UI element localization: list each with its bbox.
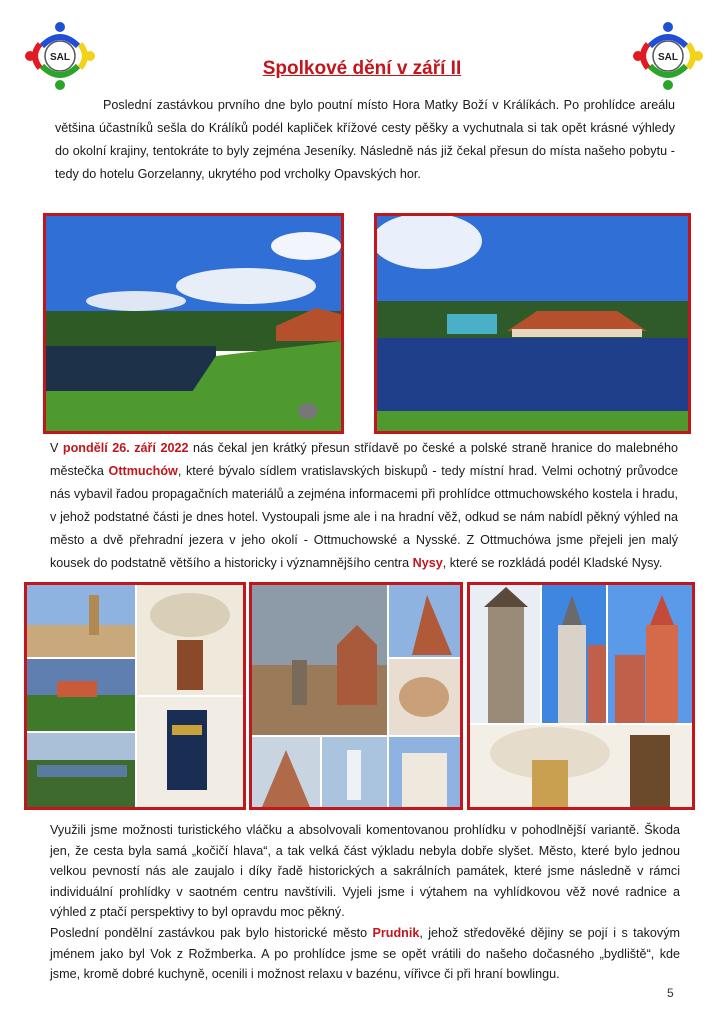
paragraph-monday-prefix: V xyxy=(50,441,63,455)
highlight-date: pondělí 26. září 2022 xyxy=(62,441,189,455)
highlight-town-ottmuchow: Ottmuchów xyxy=(108,464,178,478)
photo-collage-prudnik xyxy=(467,582,695,810)
paragraph-monday-part1: nás čekal jen krátký přesun střídavě po české a polské straně hranice do malebného městečka xyxy=(50,441,678,478)
paragraph-prudnik-part1: Poslední pondělní zastávkou pak bylo historické město xyxy=(50,926,373,940)
paragraph-monday-part2: , které bývalo sídlem vratislavských biskupů - tedy místní hrad. Velmi ochotný průvodce nás vybavil řadou propagačních materiálů a zejména informacemi při prohlídce ottmuchowského kostela i hradu, v jehož podstatné části je dnes hotel. Vystoupali jsme ale i na hradní věž, odkud se nám nabídl pěkný výhled na město a dvě přehradní jezera v jeho okolí - Ottmuchowské a Nysské. Z Ottmuchówa jsme přejeli jen malý kousek do podstatně většího a historicky i významnějšího centra xyxy=(50,464,678,570)
highlight-town-prudnik: Prudnik xyxy=(372,926,420,940)
paragraph-intro-text: Poslední zastávkou prvního dne bylo poutní místo Hora Matky Boží v Králíkách. Po prohlídce areálu většina účastníků sešla do Králíků podél kapliček křížové cesty pěšky a vychutnala si tak opět krásné výhledy do okolní krajiny, tentokráte to byly zejména Jeseníky. Následně nás již čekal přesun do místa našeho pobytu - tedy do hotelu Gorzelanny, ukrytého pod vrcholky Opavských hor. xyxy=(55,98,675,181)
paragraph-prudnik xyxy=(50,923,680,985)
photo-lake-resort xyxy=(43,213,344,434)
highlight-town-nysa: Nysy xyxy=(412,556,443,570)
sal-logo-text: SAL xyxy=(658,52,678,63)
page-title: Spolkové dění v září II xyxy=(262,58,462,79)
paragraph-intro xyxy=(55,94,675,186)
sal-logo-text: SAL xyxy=(50,52,70,63)
sal-logo-right xyxy=(630,18,706,94)
paragraph-monday xyxy=(50,437,678,575)
photo-reservoir-hotel xyxy=(374,213,691,434)
photo-collage-ottmuchow xyxy=(24,582,246,810)
paragraph-prudnik-part2: , jehož středověké dějiny se pojí i s takovým jménem jako byl Vok z Rožmberka. A po prohlídce jsme se opět vrátili do našeho dočasného „bydliště“, kde jsme, kromě dobré kuchyně, ocenili i možnost relaxu v bazénu, vířivce či při hraní bowlingu. xyxy=(50,926,680,981)
photo-collage-nysa xyxy=(249,582,463,810)
paragraph-monday-part3: , které se rozkládá podél Kladské Nysy. xyxy=(442,556,663,570)
sal-logo xyxy=(22,18,98,94)
page-number: 5 xyxy=(667,986,674,1000)
paragraph-train-tour: Využili jsme možnosti turistického vláčku a absolvovali komentovanou prohlídku v pohodlnější variantě. Škoda jen, že cesta byla samá „kočičí hlava“, a tak velká část výkladu nebyla dobře slyšet. Město, které bylo jednou velkou pevností nás ale zaujalo i díky řadě historických a sakrálních památek, které jsme následně v rámci individuální prohlídky v saotném centru navštívili. Vyjeli jsme i výtahem na vyhlídkovou věž nové radnice a výhled z ptačí perspektivy to byl opravdu moc pěkný. xyxy=(50,823,680,919)
